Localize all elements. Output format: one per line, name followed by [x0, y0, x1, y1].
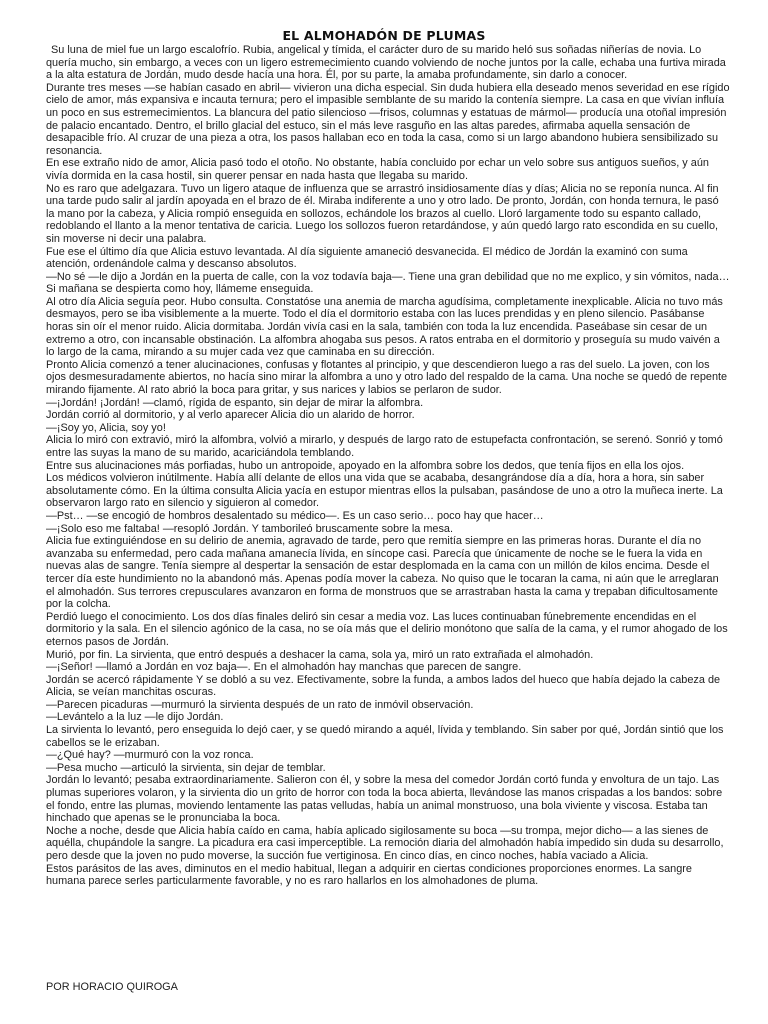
paragraph: Al otro día Alicia seguía peor. Hubo consulta. Constatóse una anemia de marcha agudísima, completamente inexplicable. Alicia no tuvo más desmayos, pero se iba visiblemente a la muerte. Todo el día el dormitorio estaba con las luces prendidas y en pleno silencio. Pasábanse horas sin oír el menor ruido. Alicia dormitaba. Jordán vivía casi en la sala, también con toda la luz encendida. Paseábase sin cesar de un extremo a otro, con incansable obstinación. La alfombra ahogaba sus pesos. A ratos entraba en el dormitorio y proseguía su mudo vaivén a lo largo de la cama, mirando a su mujer cada vez que caminaba en su dirección.: [46, 295, 723, 359]
paragraph: Alicia lo miró con extravió, miró la alfombra, volvió a mirarlo, y después de largo rato de estupefacta confrontación, se serenó. Sonrió y tomó entre las suyas la mano de su marido, acariciándola temblando.: [46, 434, 723, 459]
paragraph: —¡Señor! —llamó a Jordán en voz baja—. En el almohadón hay manchas que parecen de sangre.: [46, 661, 522, 674]
paragraph: Entre sus alucinaciones más porfiadas, hubo un antropoide, apoyado en la alfombra sobre los dedos, que tenía fijos en ella los ojos.: [46, 459, 685, 472]
paragraph: La sirvienta lo levantó, pero enseguida lo dejó caer, y se quedó mirando a aquél, lívida y temblando. Sin saber por qué, Jordán sintió que los cabellos se le erizaban.: [46, 724, 724, 749]
paragraph: —¿Qué hay? —murmuró con la voz ronca.: [46, 749, 254, 762]
paragraph: Su luna de miel fue un largo escalofrío. Rubia, angelical y tímida, el carácter duro de su marido heló sus soñadas niñerías de novia. Lo quería mucho, sin embargo, a veces con un ligero estremecimiento cuando volviendo de noche juntos por la calle, echaba una furtiva mirada a la alta estatura de Jordán, mudo desde hacía una hora. Él, por su parte, la amaba profundamente, sin darlo a conocer.: [46, 44, 726, 82]
story-body: [46, 44, 730, 888]
paragraph: —No sé —le dijo a Jordán en la puerta de calle, con la voz todavía baja—. Tiene una gran debilidad que no me explico, y sin vómitos, nada… Si mañana se despierta como hoy, llámeme enseguida.: [46, 270, 730, 296]
paragraph: Noche a noche, desde que Alicia había caído en cama, había aplicado sigilosamente su boca —su trompa, mejor dicho— a las sienes de aquélla, chupándole la sangre. La picadura era casi imperceptible. La remoción diaria del almohadón había impedido sin duda su desarrollo, pero desde que la joven no pudo moverse, la succión fue vertiginosa. En cinco días, en cinco noches, había vaciado a Alicia.: [46, 824, 724, 862]
document-title: EL ALMOHADÓN DE PLUMAS: [282, 28, 486, 43]
paragraph: Estos parásitos de las aves, diminutos en el medio habitual, llegan a adquirir en ciertas condiciones proporciones enormes. La sangre humana parece serles particularmente favorable, y no es raro hallarlos en los almohadones de pluma.: [46, 862, 692, 888]
author-credit: POR HORACIO QUIROGA: [46, 981, 178, 993]
paragraph: Jordán se acercó rápidamente Y se dobló a su vez. Efectivamente, sobre la funda, a ambos lados del hueco que había dejado la cabeza de Alicia, se veían manchitas oscuras.: [46, 673, 721, 699]
paragraph: —Parecen picaduras —murmuró la sirvienta después de un rato de inmóvil observación.: [46, 698, 474, 711]
paragraph: Murió, por fin. La sirvienta, que entró después a deshacer la cama, sola ya, miró un rato extrañada el almohadón.: [46, 648, 594, 661]
paragraph: —¡Solo eso me faltaba! —resopló Jordán. Y tamborileó bruscamente sobre la mesa.: [46, 522, 453, 535]
paragraph: —Pesa mucho —articuló la sirvienta, sin dejar de temblar.: [46, 761, 326, 774]
paragraph: Fue ese el último día que Alicia estuvo levantada. Al día siguiente amaneció desvanecida. El médico de Jordán la examinó con suma atención, ordenándole calma y descanso absolutos.: [46, 245, 688, 271]
paragraph: —¡Soy yo, Alicia, soy yo!: [46, 421, 166, 434]
paragraph: —Pst… —se encogió de hombros desalentado su médico—. Es un caso serio… poco hay que hacer…: [46, 509, 544, 522]
paragraph: —Levántelo a la luz —le dijo Jordán.: [46, 711, 224, 724]
paragraph: Jordán lo levantó; pesaba extraordinariamente. Salieron con él, y sobre la mesa del comedor Jordán cortó funda y envoltura de un tajo. Las plumas superiores volaron, y la sirvienta dio un grito de horror con toda la boca abierta, llevándose las manos crispadas a los bandos: sobre el fondo, entre las plumas, moviendo lentamente las patas velludas, había un animal monstruoso, una bola viviente y viscosa. Estaba tan hinchado que apenas se le pronunciaba la boca.: [46, 774, 723, 825]
paragraph: Jordán corrió al dormitorio, y al verlo aparecer Alicia dio un alarido de horror.: [46, 409, 415, 422]
paragraph: —¡Jordán! ¡Jordán! —clamó, rígida de espanto, sin dejar de mirar la alfombra.: [46, 396, 424, 409]
paragraph: Pronto Alicia comenzó a tener alucinaciones, confusas y flotantes al principio, y que descendieron luego a ras del suelo. La joven, con los ojos desmesuradamente abiertos, no hacía sino mirar la alfombra a uno y otro lado del respaldo de la cama. Una noche se quedó de repente mirando fijamente. Al rato abrió la boca para gritar, y sus narices y labios se perlaron de sudor.: [46, 358, 728, 397]
paragraph: En ese extraño nido de amor, Alicia pasó todo el otoño. No obstante, había concluido por echar un velo sobre sus antiguos sueños, y aún vivía dormida en la casa hostil, sin querer pensar en nada hasta que llegaba su marido.: [46, 157, 709, 182]
paragraph: No es raro que adelgazara. Tuvo un ligero ataque de influenza que se arrastró insidiosamente días y días; Alicia no se reponía nunca. Al fin una tarde pudo salir al jardín apoyada en el brazo de él. Miraba indiferente a uno y otro lado. De pronto, Jordán, con honda ternura, le pasó la mano por la cabeza, y Alicia rompió enseguida en sollozos, echándole los brazos al cuello. Lloró largamente todo su espanto callado, redoblando el llanto a la menor tentativa de caricia. Luego los sollozos fueron retardándose, y aún quedó largo rato escondida en su cuello, sin moverse ni decir una palabra.: [46, 182, 719, 245]
paragraph: Durante tres meses —se habían casado en abril— vivieron una dicha especial. Sin duda hubiera ella deseado menos severidad en ese rígido cielo de amor, más expansiva e incauta ternura; pero el impasible semblante de su marido la contenía siempre. La casa en que vivían influía un poco en sus estremecimientos. La blancura del patio silencioso —frisos, columnas y estatuas de mármol— producía una otoñal impresión de palacio encantado. Dentro, el brillo glacial del estuco, sin el más leve rasguño en las altas paredes, afirmaba aquella sensación de desapacible frío. Al cruzar de una pieza a otra, los pasos hallaban eco en toda la casa, como si un largo abandono hubiera sensibilizado su resonancia.: [46, 81, 730, 157]
paragraph: Perdió luego el conocimiento. Los dos días finales deliró sin cesar a media voz. Las luces continuaban fúnebremente encendidas en el dormitorio y la sala. En el silencio agónico de la casa, no se oía más que el delirio monótono que salía de la cama, y el rumor ahogado de los eternos pasos de Jordán.: [46, 610, 728, 648]
paragraph: Los médicos volvieron inútilmente. Había allí delante de ellos una vida que se acababa, desangrándose día a día, hora a hora, sin saber absolutamente cómo. En la última consulta Alicia yacía en estupor mientras ellos la pulsaban, pasándose de uno a otro la muñeca inerte. La observaron largo rato en silencio y siguieron al comedor.: [46, 472, 723, 510]
paragraph: Alicia fue extinguiéndose en su delirio de anemia, agravado de tarde, pero que remitía siempre en las primeras horas. Durante el día no avanzaba su enfermedad, pero cada mañana amanecía lívida, en síncope casi. Parecía que únicamente de noche se le fuera la vida en nuevas alas de sangre. Tenía siempre al despertar la sensación de estar desplomada en la cama con un millón de kilos encima. Desde el tercer día este hundimiento no la abandonó más. Apenas podía mover la cabeza. No quiso que le tocaran la cama, ni aún que le arreglaran el almohadón. Sus terrores crepusculares avanzaron en forma de monstruos que se arrastraban hasta la cama y trepaban dificultosamente por la colcha.: [46, 535, 719, 611]
